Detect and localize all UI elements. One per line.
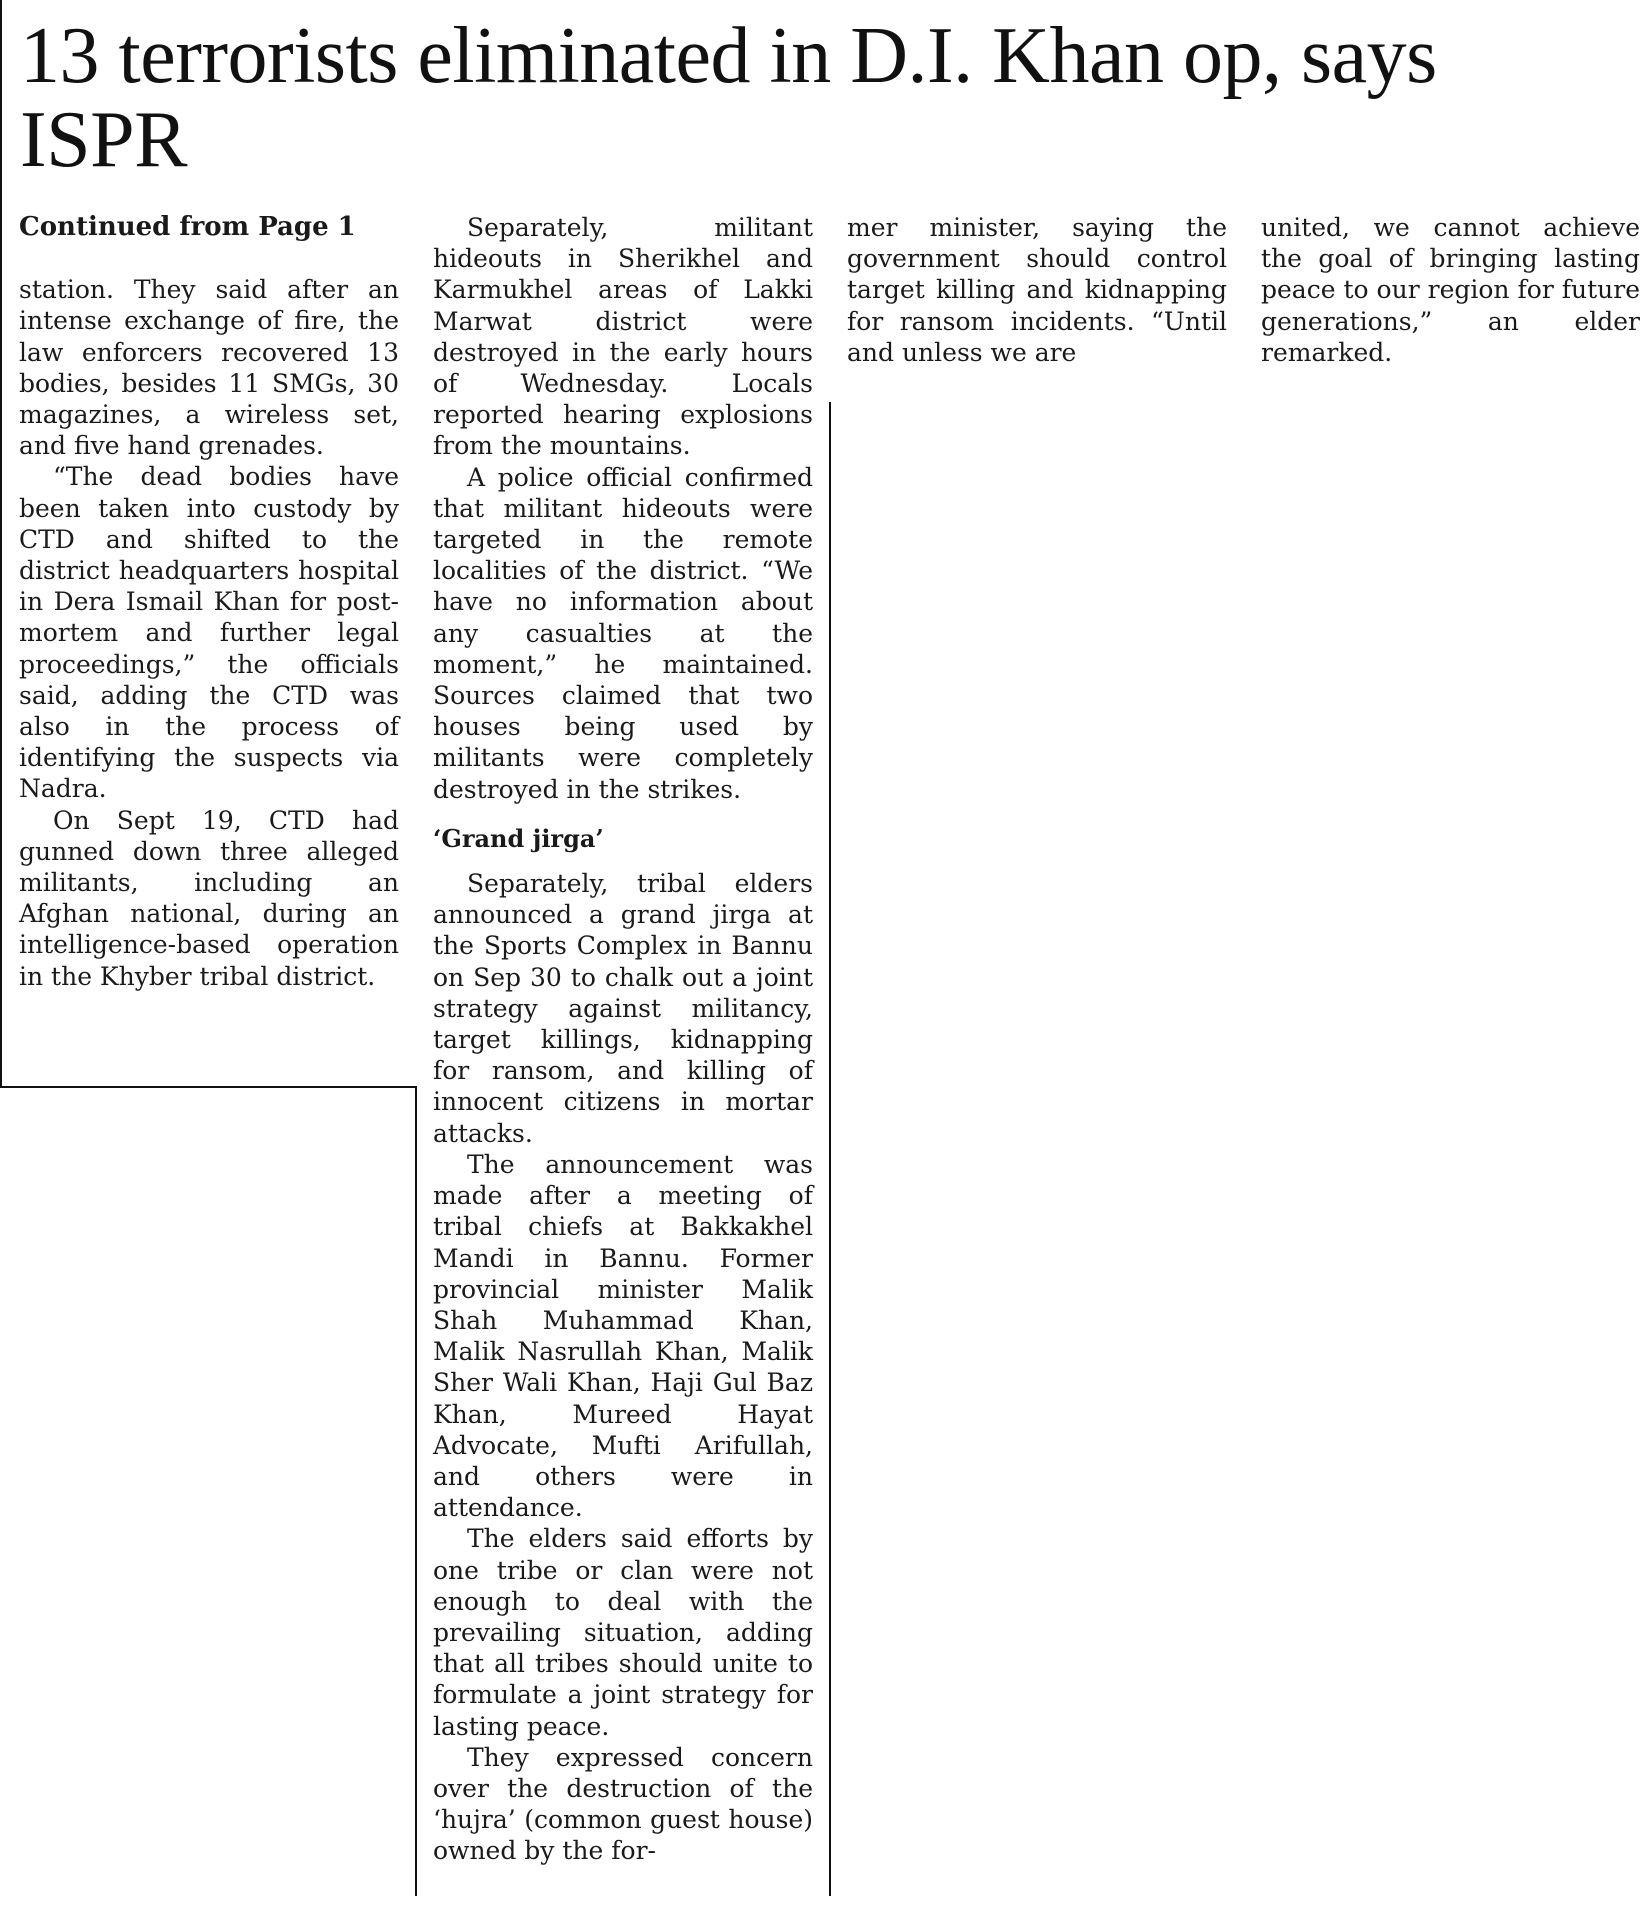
column3-left-rule bbox=[829, 402, 831, 1896]
article-column-3 bbox=[847, 212, 1227, 368]
headline: 13 terrorists eliminated in D.I. Khan op, says ISPR bbox=[20, 12, 1437, 184]
paragraph: On Sept 19, CTD had gunned down three alleged militants, including an Afghan national, during an intelligence-based operation in the Khyber tribal district. bbox=[19, 805, 399, 991]
paragraph: The elders said efforts by one tribe or clan were not enough to deal with the prevailing situation, adding that all tribes should unite to formulate a joint strategy for lasting peace. bbox=[433, 1524, 813, 1741]
paragraph: The announcement was made after a meeting of tribal chiefs at Bakkakhel Mandi in Bannu. Former provincial minister Malik Shah Muhammad Khan, Malik Nasrullah Khan, Malik Sher Wali Khan, Haji Gul Baz Khan, Mureed Hayat Advocate, Mufti Arifullah, and others were in attendance. bbox=[433, 1149, 813, 1523]
article-column-1 bbox=[19, 212, 399, 992]
subheading: ‘Grand jirga’ bbox=[433, 823, 604, 853]
paragraph: mer minister, saying the government should control target killing and kidnapping for ransom incidents. “Until and unless we are bbox=[847, 213, 1227, 367]
paragraph: A police official confirmed that militant hideouts were targeted in the remote localities of the district. “We have no information about any casualties at the moment,” he maintained. Sources claimed that two houses being used by militants were completely destroyed in the strikes. bbox=[433, 462, 813, 804]
paragraph: They expressed concern over the destruction of the ‘hujra’ (common guest house) owned by the for- bbox=[433, 1742, 813, 1866]
paragraph: united, we cannot achieve the goal of bringing lasting peace to our region for future generations,” an elder remarked. bbox=[1261, 213, 1640, 367]
paragraph: Separately, tribal elders announced a grand jirga at the Sports Complex in Bannu on Sep 30 to chalk out a joint strategy against militancy, target killings, kidnapping for ransom, and killing of innocent citizens in mortar attacks. bbox=[433, 869, 813, 1148]
article-column-4 bbox=[1261, 212, 1640, 368]
paragraph: “The dead bodies have been taken into custody by CTD and shifted to the district headquarters hospital in Dera Ismail Khan for post-mortem and further legal proceedings,” the officials said, adding the CTD was also in the process of identifying the suspects via Nadra. bbox=[19, 462, 399, 804]
article-column-2 bbox=[433, 212, 813, 1867]
paragraph: Separately, militant hideouts in Sherikhel and Karmukhel areas of Lakki Marwat district were destroyed in the early hours of Wednesday. Locals reported hearing explosions from the mountains. bbox=[433, 213, 813, 461]
paragraph: station. They said after an intense exchange of fire, the law enforcers recovered 13 bodies, besides 11 SMGs, 30 magazines, a wireless set, and five hand grenades. bbox=[19, 275, 399, 461]
continued-from-label: Continued from Page 1 bbox=[19, 212, 356, 242]
column2-left-rule bbox=[415, 1086, 417, 1896]
left-border-rule bbox=[0, 0, 2, 1088]
column1-bottom-rule bbox=[0, 1086, 417, 1088]
